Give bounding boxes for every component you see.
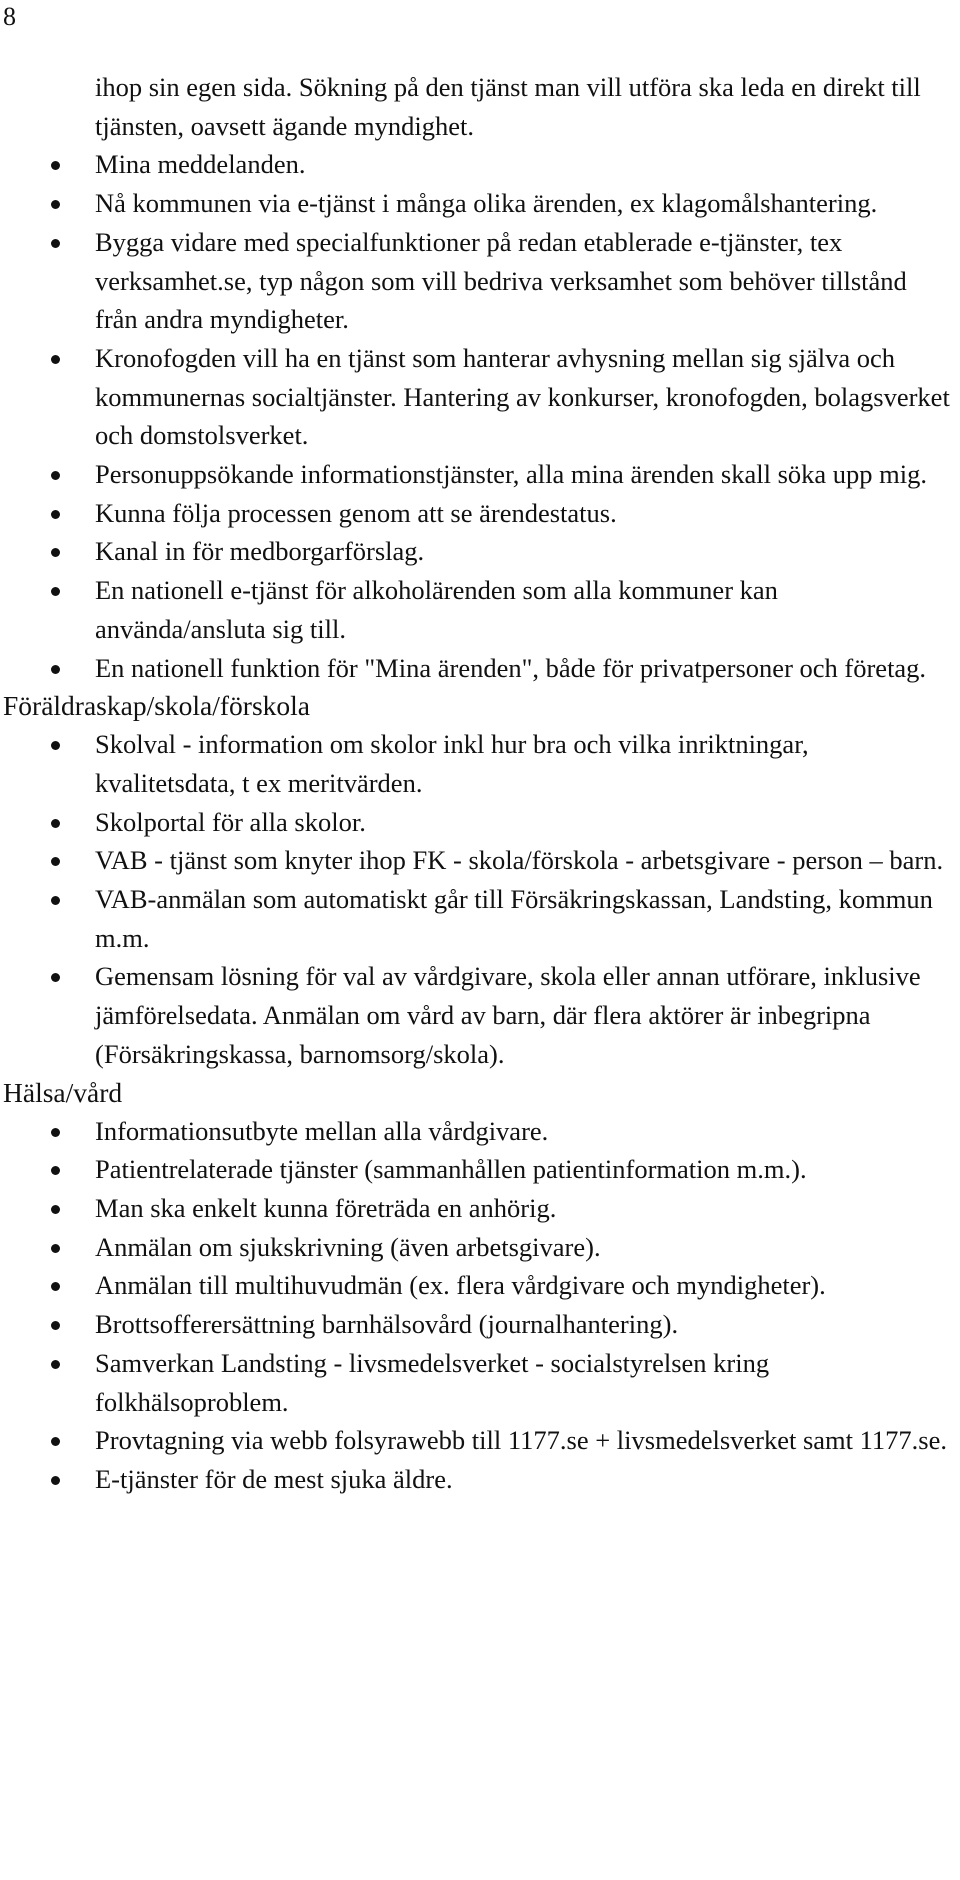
list-item: Bygga vidare med specialfunktioner på redan etablerade e-tjänster, tex verksamhet.se, typ någon som vill bedriva verksamhet som behöver tillstånd från andra myndigheter.	[0, 223, 960, 339]
list-item: E-tjänster för de mest sjuka äldre.	[0, 1460, 960, 1499]
list-item: Provtagning via webb folsyrawebb till 1177.se + livsmedelsverket samt 1177.se.	[0, 1421, 960, 1460]
document-body	[0, 68, 960, 1499]
list-item: En nationell funktion för "Mina ärenden", både för privatpersoner och företag.	[0, 649, 960, 688]
list-item: Kunna följa processen genom att se ärendestatus.	[0, 494, 960, 533]
section-heading-halsa-vard: Hälsa/vård	[3, 1076, 123, 1108]
list-item: Nå kommunen via e-tjänst i många olika ärenden, ex klagomålshantering.	[0, 184, 960, 223]
section-list-halsa-vard	[0, 1112, 960, 1499]
list-item: En nationell e-tjänst för alkoholärenden som alla kommuner kan använda/ansluta sig till.	[0, 571, 960, 648]
list-item: Kronofogden vill ha en tjänst som hanterar avhysning mellan sig själva och kommunernas socialtjänster. Hantering av konkurser, kronofogden, bolagsverket och domstolsverket.	[0, 339, 960, 455]
list-item: Kanal in för medborgarförslag.	[0, 532, 960, 571]
list-item: Samverkan Landsting - livsmedelsverket - socialstyrelsen kring folkhälsoproblem.	[0, 1344, 960, 1421]
list-item: VAB-anmälan som automatiskt går till Försäkringskassan, Landsting, kommun m.m.	[0, 880, 960, 957]
list-item: Informationsutbyte mellan alla vårdgivare.	[0, 1112, 960, 1151]
list-item: Anmälan till multihuvudmän (ex. flera vårdgivare och myndigheter).	[0, 1266, 960, 1305]
list-item: Personuppsökande informationstjänster, alla mina ärenden skall söka upp mig.	[0, 455, 960, 494]
continuation-list	[0, 68, 960, 687]
page-number: 8	[3, 2, 16, 31]
list-item: Skolportal för alla skolor.	[0, 803, 960, 842]
section-heading-foraldraskap: Föräldraskap/skola/förskola	[3, 690, 311, 722]
section-list-foraldraskap	[0, 725, 960, 1073]
list-item: Skolval - information om skolor inkl hur bra och vilka inriktningar, kvalitetsdata, t ex meritvärden.	[0, 725, 960, 802]
list-item: Gemensam lösning för val av vårdgivare, skola eller annan utförare, inklusive jämförelsedata. Anmälan om vård av barn, där flera aktörer är inbegripna (Försäkringskassa, barnomsorg/skola).	[0, 957, 960, 1073]
list-item: VAB - tjänst som knyter ihop FK - skola/förskola - arbetsgivare - person – barn.	[0, 841, 960, 880]
list-item-continuation: ihop sin egen sida. Sökning på den tjänst man vill utföra ska leda en direkt till tjänsten, oavsett ägande myndighet.	[95, 72, 921, 141]
list-item: Man ska enkelt kunna företräda en anhörig.	[0, 1189, 960, 1228]
list-item: Anmälan om sjukskrivning (även arbetsgivare).	[0, 1228, 960, 1267]
list-item: Mina meddelanden.	[0, 145, 960, 184]
list-item: Brottsofferersättning barnhälsovård (journalhantering).	[0, 1305, 960, 1344]
list-item: Patientrelaterade tjänster (sammanhållen patientinformation m.m.).	[0, 1150, 960, 1189]
